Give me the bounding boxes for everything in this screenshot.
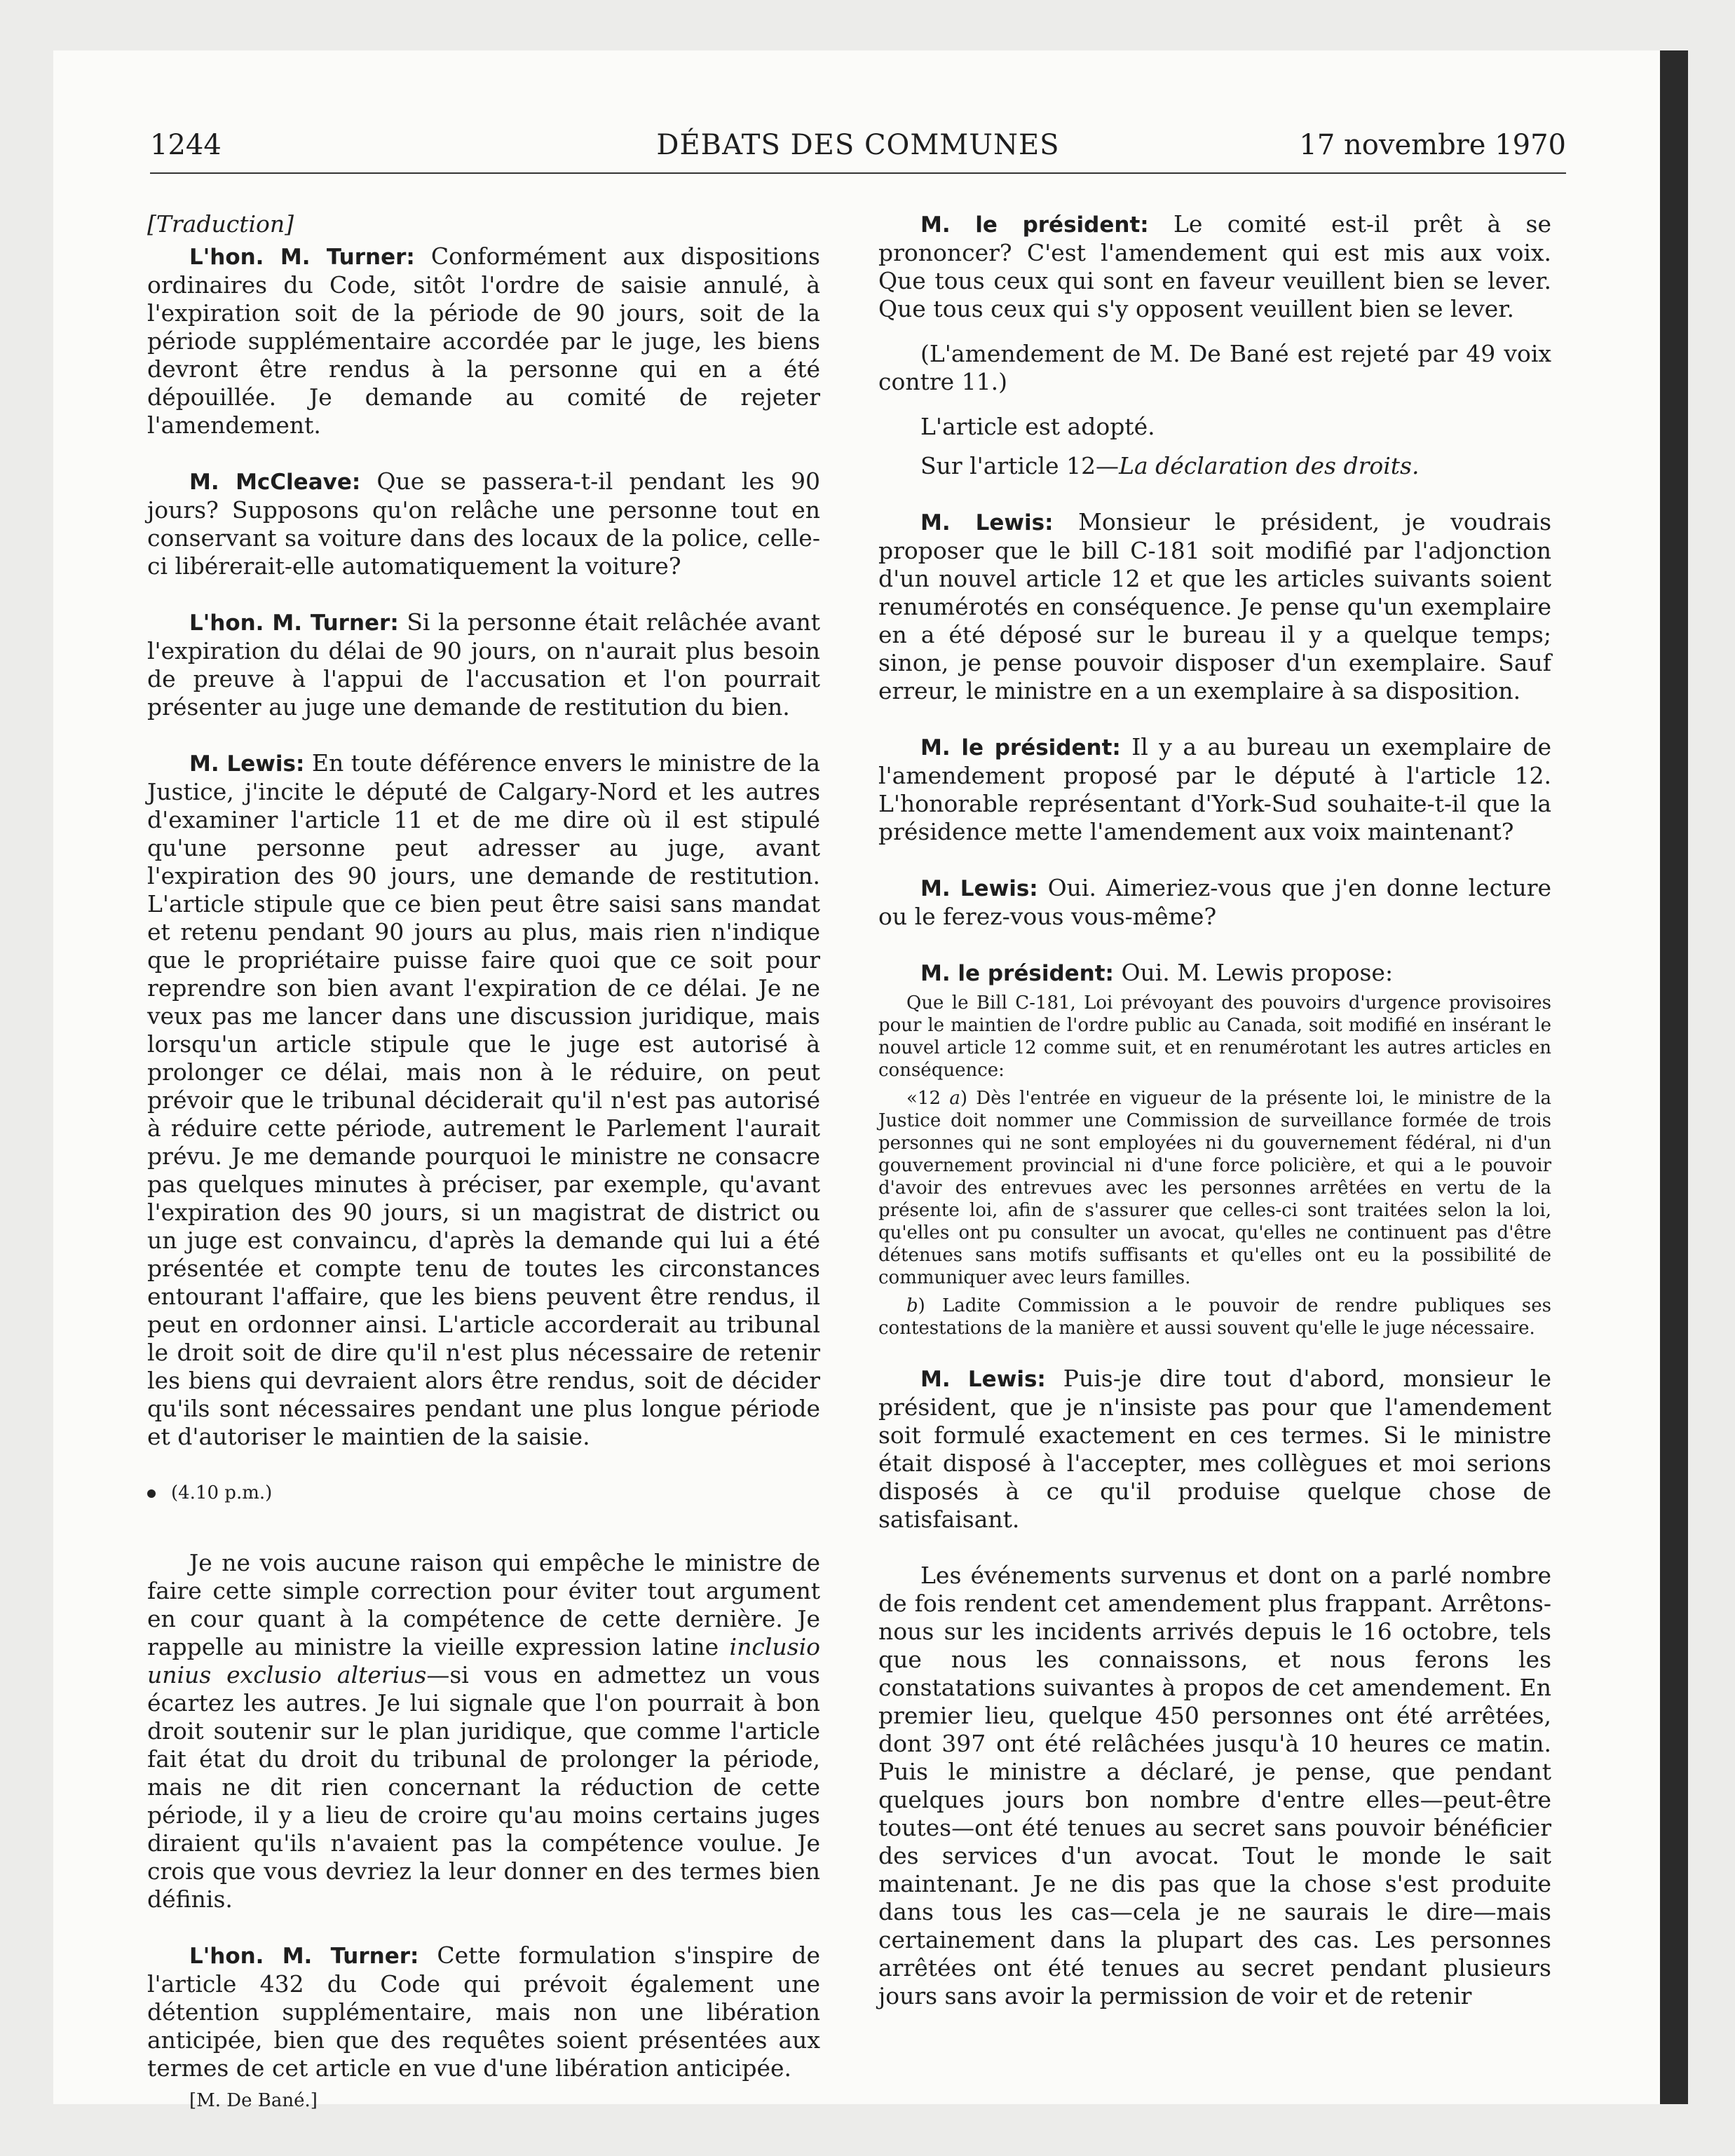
paragraph: M. Lewis: Puis-je dire tout d'abord, monsieur le président, que je n'insiste pas pour que l'amendement soit formulé exactement en ces termes. Si le ministre était disposé à l'accepter, mes collègues et moi serions disposés à ce qu'il produise quelque chose de satisfaisant. (878, 1365, 1552, 1533)
speaker-name: M. Lewis: (189, 751, 305, 777)
translation-note: [Traduction] (147, 210, 294, 238)
article-adopted: L'article est adopté. (920, 413, 1155, 440)
time-marker: (4.10 p.m.) (147, 1479, 820, 1507)
speaker-name: M. le président: (920, 212, 1149, 238)
vote-result: (L'amendement de M. De Bané est rejeté par 49 voix contre 11.) (878, 340, 1551, 395)
motion-text (878, 992, 1551, 1339)
page-number: 1244 (150, 129, 222, 161)
speaker-name: M. Lewis: (920, 876, 1038, 901)
speaker-name: M. Lewis: (920, 1367, 1046, 1392)
paragraph: M. Lewis: Oui. Aimeriez-vous que j'en donne lecture ou le ferez-vous vous-même? (878, 874, 1552, 930)
paragraph: M. le président: Le comité est-il prêt à se prononcer? C'est l'amendement qui est mis aux voix. Que tous ceux qui sont en faveur veuillent bien se lever. Que tous ceux qui s'y opposent veuillent bien se lever. (878, 210, 1551, 322)
speaker-name: L'hon. M. Turner: (189, 245, 415, 270)
speaker-name: L'hon. M. Turner: (189, 610, 399, 636)
paragraph: Je ne vois aucune raison qui empêche le ministre de faire cette simple correction pour éviter tout argument en cour quant à la compétence de cette dernière. Je rappelle au ministre la vieille expression latine inclusio unius exclusio alterius—si vous en admettez un vous écartez les autres. Je lui signale que l'on pourrait à bon droit soutenir sur le plan juridique, que comme l'article fait état du droit du tribunal de prolonger la période, mais ne dit rien concernant la réduction de cette période, il y a lieu de croire qu'au moins certains juges diraient qu'ils n'avaient pas la compétence voulue. Je crois que vous devriez la leur donner en des termes bien définis. (147, 1549, 820, 1913)
motion-clause-a: «12 a) Dès l'entrée en vigueur de la présente loi, le ministre de la Justice doit nommer une Commission de surveillance formée de trois personnes qui ne sont employées ni du gouvernement fédéral, ni d'un gouvernement provincial ni d'une force policière, et qui a le pouvoir d'avoir des entrevues avec les personnes arrêtées en vertu de la présente loi, afin de s'assurer que celles-ci sont traitées selon la loi, qu'elles ont pu consulter un avocat, qu'elles ne continuent pas d'être détenues sans motifs suffisants et qu'elles ont eu la possibilité de communiquer avec leurs familles. (878, 1088, 1551, 1288)
paragraph: Les événements survenus et dont on a parlé nombre de fois rendent cet amendement plus frappant. Arrêtons-nous sur les incidents arrivés depuis le 16 octobre, tels que nous les connaissons, et nous ferons les constatations suivantes à propos de cet amendement. En premier lieu, quelque 450 personnes ont été arrêtées, dont 397 ont été relâchées jusqu'à 10 heures ce matin. Puis le ministre a déclaré, je pense, que pendant quelques jours bon nombre d'entre elles—peut-être toutes—ont été tenues au secret sans pouvoir bénéficier des services d'un avocat. Tout le monde le sait maintenant. Je ne dis pas que la chose s'est produite dans tous les cas—cela je ne saurais le dire—mais certainement dans la plupart des cas. Les personnes arrêtées ont été tenues au secret pendant plusieurs jours sans avoir la permission de voir et de retenir (878, 1562, 1551, 2010)
speaker-attribution: [M. De Bané.] (189, 2090, 318, 2111)
paragraph: M. le président: Oui. M. Lewis propose: (920, 959, 1394, 986)
speaker-name: M. Lewis: (920, 510, 1054, 535)
session-date: 17 novembre 1970 (1299, 129, 1566, 161)
latin-phrase: inclusio unius exclusio alterius (147, 1633, 820, 1688)
paragraph: L'hon. M. Turner: Conformément aux dispositions ordinaires du Code, sitôt l'ordre de saisie annulé, à l'expiration soit de la période de 90 jours, soit de la période supplémentaire accordée par le juge, les biens devront être rendus à la personne qui en a été dépouillée. Je demande au comité de rejeter l'amendement. (147, 243, 820, 439)
page-header (150, 123, 1566, 174)
left-column (147, 210, 820, 2143)
publication-title: DÉBATS DES COMMUNES (656, 129, 1060, 161)
speaker-name: M. McCleave: (189, 470, 361, 495)
paragraph: L'hon. M. Turner: Cette formulation s'inspire de l'article 432 du Code qui prévoit également une détention supplémentaire, mais non une libération anticipée, bien que des requêtes soient présentées aux termes de cet article en vue d'une libération anticipée. (147, 1942, 820, 2082)
motion-clause-b: b) Ladite Commission a le pouvoir de rendre publiques ses contestations de la manière et aussi souvent qu'elle le juge nécessaire. (878, 1295, 1551, 1339)
paragraph: M. McCleave: Que se passera-t-il pendant les 90 jours? Supposons qu'on relâche une personne tout en conservant sa voiture dans des locaux de la police, celle-ci libérerait-elle automatiquement la voiture? (147, 468, 821, 580)
bullet-icon (147, 1489, 156, 1498)
paragraph: L'hon. M. Turner: Si la personne était relâchée avant l'expiration du délai de 90 jours, on n'aurait plus besoin de preuve à l'appui de l'accusation et l'on pourrait présenter au juge une demande de restitution du bien. (147, 608, 820, 721)
speaker-name: M. le président: (920, 735, 1121, 760)
paragraph: M. le président: Il y a au bureau un exemplaire de l'amendement proposé par le député à l'article 12. L'honorable représentant d'York-Sud souhaite-t-il que la présidence mette l'amendement aux voix maintenant? (878, 733, 1551, 845)
scan-edge-bar (1660, 50, 1688, 2104)
speaker-name: M. le président: (920, 961, 1114, 986)
paragraph: M. Lewis: En toute déférence envers le ministre de la Justice, j'incite le député de Calgary-Nord et les autres d'examiner l'article 11 et de me dire où il est stipulé qu'une personne peut adresser au juge, avant l'expiration des 90 jours, une demande de restitution. L'article stipule que ce bien peut être saisi sans mandat et retenu pendant 90 jours au plus, mais rien n'indique que le propriétaire puisse faire quoi que ce soit pour reprendre son bien avant l'expiration de ce délai. Je ne veux pas me lancer dans une discussion juridique, mais lorsqu'un article stipule que le juge est autorisé à prolonger ce délai, mais non à le réduire, on peut prévoir que le tribunal déciderait qu'il n'est pas autorisé à réduire cette période, autrement le Parlement l'aurait prévu. Je me demande pourquoi le ministre ne consacre pas quelques minutes à préciser, par exemple, qu'avant l'expiration des 90 jours, si un magistrat de district ou un juge est convaincu, d'après la demande qui lui a été présentée et compte tenu de toutes les circonstances entourant l'affaire, que les biens peuvent être rendus, il peut en ordonner ainsi. L'article accorderait au tribunal le droit soit de dire qu'il n'est plus nécessaire de retenir les biens qui devraient alors être rendus, soit de décider qu'ils sont nécessaires pendant une plus longue période et d'autoriser le maintien de la saisie. (147, 749, 821, 1450)
article-heading: Sur l'article 12—La déclaration des droits. (920, 452, 1420, 479)
paragraph: M. Lewis: Monsieur le président, je voudrais proposer que le bill C-181 soit modifié par l'adjonction d'un nouvel article 12 et que les articles suivants soient renumérotés en conséquence. Je pense qu'un exemplaire en a été déposé sur le bureau il y a quelque temps; sinon, je pense pouvoir disposer d'un exemplaire. Sauf erreur, le ministre en a un exemplaire à sa disposition. (878, 508, 1551, 704)
motion-intro: Que le Bill C-181, Loi prévoyant des pouvoirs d'urgence provisoires pour le maintien de l'ordre public au Canada, soit modifié en insérant le nouvel article 12 comme suit, et en renumérotant les autres articles en conséquence: (878, 992, 1551, 1081)
right-column (878, 210, 1551, 2038)
speaker-name: L'hon. M. Turner: (189, 1944, 419, 1969)
